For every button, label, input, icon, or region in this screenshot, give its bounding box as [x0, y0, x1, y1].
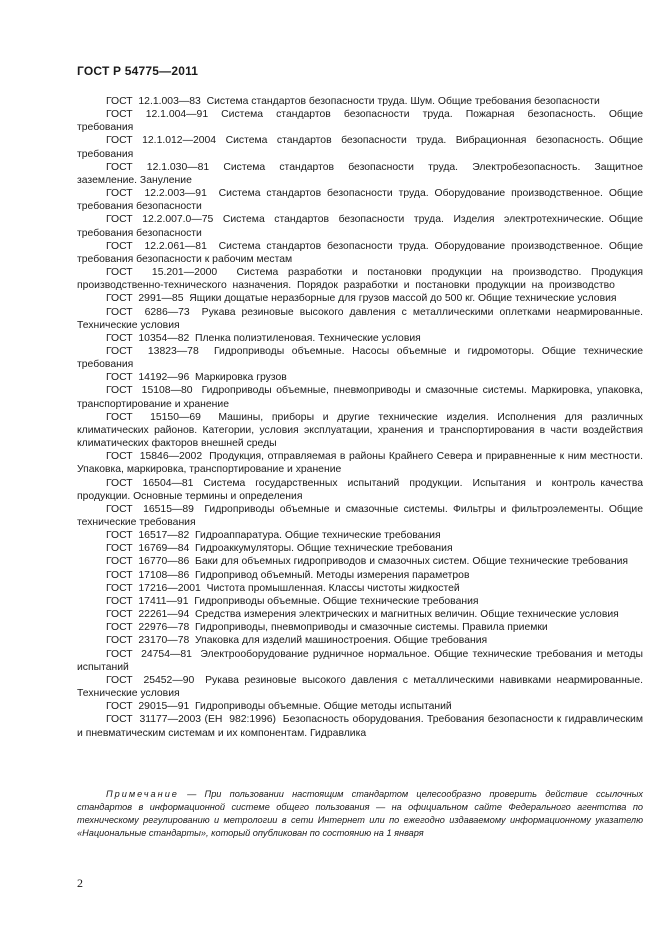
page-number: 2: [77, 876, 83, 890]
reference-item: ГОСТ 25452—90 Рукава резиновые высокого давления с металлическими навивками неармированные. Технические условия: [77, 674, 646, 700]
reference-item: ГОСТ 10354—82 Пленка полиэтиленовая. Технические условия: [106, 332, 421, 344]
normative-references-list: [77, 95, 646, 740]
reference-item: ГОСТ 24754—81 Электрооборудование рудничное нормальное. Общие технические требования и методы испытаний: [77, 648, 646, 673]
note-text: — При пользовании настоящим стандартом целесообразно проверить действие ссылочных стандартов в информационной системе общего пользования — на официальном сайте Федерального агентства по техническому регулированию и метрологии в сети Интернет или по ежегодно издаваемому информационному указателю «Национальные стандарты», который опубликован по состоянию на 1 января: [77, 789, 643, 839]
standard-designation: ГОСТ Р 54775—2011: [77, 64, 199, 78]
reference-item: ГОСТ 14192—96 Маркировка грузов: [106, 372, 287, 384]
reference-item: ГОСТ 12.1.004—91 Система стандартов безопасности труда. Пожарная безопасность. Общие требования: [77, 109, 646, 134]
reference-item: ГОСТ 17216—2001 Чистота промышленная. Классы чистоты жидкостей: [106, 582, 460, 594]
reference-item: ГОСТ 15846—2002 Продукция, отправляемая в районы Крайнего Севера и приравненные к ним местности. Упаковка, маркировка, транспортирование и хранение: [77, 451, 646, 476]
reference-item: ГОСТ 16769—84 Гидроаккумуляторы. Общие технические требования: [106, 543, 453, 555]
reference-item: ГОСТ 16770—86 Баки для объемных гидроприводов и смазочных систем. Общие технические требования: [106, 556, 629, 568]
reference-item: ГОСТ 16517—82 Гидроаппаратура. Общие технические требования: [106, 530, 441, 542]
note-label: Примечание: [106, 789, 179, 799]
reference-item: ГОСТ 16515—89 Гидроприводы объемные и смазочные системы. Фильтры и фильтроэлементы. Общие технические требования: [77, 503, 646, 528]
reference-item: ГОСТ 29015—91 Гидроприводы объемные. Общие методы испытаний: [106, 701, 452, 713]
reference-item: ГОСТ 2991—85 Ящики дощатые неразборные для грузов массой до 500 кг. Общие технические условия: [106, 293, 617, 305]
reference-item: ГОСТ 17411—91 Гидроприводы объемные. Общие технические требования: [106, 595, 479, 607]
reference-item: ГОСТ 15108—80 Гидроприводы объемные, пневмоприводы и смазочные системы. Маркировка, упаковка, транспортирование и хранение: [77, 385, 646, 410]
reference-item: ГОСТ 13823—78 Гидроприводы объемные. Насосы объемные и гидромоторы. Общие технические требования: [77, 345, 646, 371]
reference-item: ГОСТ 23170—78 Упаковка для изделий машиностроения. Общие требования: [106, 635, 488, 647]
reference-item: ГОСТ 22976—78 Гидроприводы, пневмоприводы и смазочные системы. Правила приемки: [106, 622, 548, 634]
reference-item: ГОСТ 22261—94 Средства измерения электрических и магнитных величин. Общие технические условия: [106, 609, 619, 621]
note-paragraph: [77, 788, 643, 840]
reference-item: ГОСТ 6286—73 Рукава резиновые высокого давления с металлическими оплетками неармированные. Технические условия: [77, 306, 646, 331]
reference-item: ГОСТ 16504—81 Система государственных испытаний продукции. Испытания и контроль качества продукции. Основные термины и определения: [77, 477, 646, 502]
reference-item: ГОСТ 12.2.007.0—75 Система стандартов безопасности труда. Изделия электротехнические. Общие требования безопасности: [77, 214, 646, 239]
reference-item: ГОСТ 15150—69 Машины, приборы и другие технические изделия. Исполнения для различных климатических районов. Категории, условия эксплуатации, хранения и транспортирования в части воздействия климатических факторов внешней среды: [77, 411, 646, 450]
reference-item: ГОСТ 31177—2003 (ЕН 982:1996) Безопасность оборудования. Требования безопасности к гидравлическим и пневматическим системам и их компонентам. Гидравлика: [77, 714, 646, 739]
reference-item: ГОСТ 17108—86 Гидропривод объемный. Методы измерения параметров: [106, 569, 470, 581]
reference-item: ГОСТ 12.1.012—2004 Система стандартов безопасности труда. Вибрационная безопасность. Общие требования: [77, 135, 646, 160]
reference-item: ГОСТ 12.2.003—91 Система стандартов безопасности труда. Оборудование производственное. Общие требования безопасности: [77, 188, 646, 213]
reference-item: ГОСТ 12.1.030—81 Система стандартов безопасности труда. Электробезопасность. Защитное заземление. Зануление: [77, 161, 646, 186]
reference-item: ГОСТ 15.201—2000 Система разработки и постановки продукции на производство. Продукция производственно-технического назначения. Порядок разработки и постановки продукции на производство: [77, 267, 646, 292]
reference-item: ГОСТ 12.1.003—83 Система стандартов безопасности труда. Шум. Общие требования безопасности: [106, 96, 600, 107]
reference-item: ГОСТ 12.2.061—81 Система стандартов безопасности труда. Оборудование производственное. Общие требования безопасности к рабочим местам: [77, 240, 646, 265]
